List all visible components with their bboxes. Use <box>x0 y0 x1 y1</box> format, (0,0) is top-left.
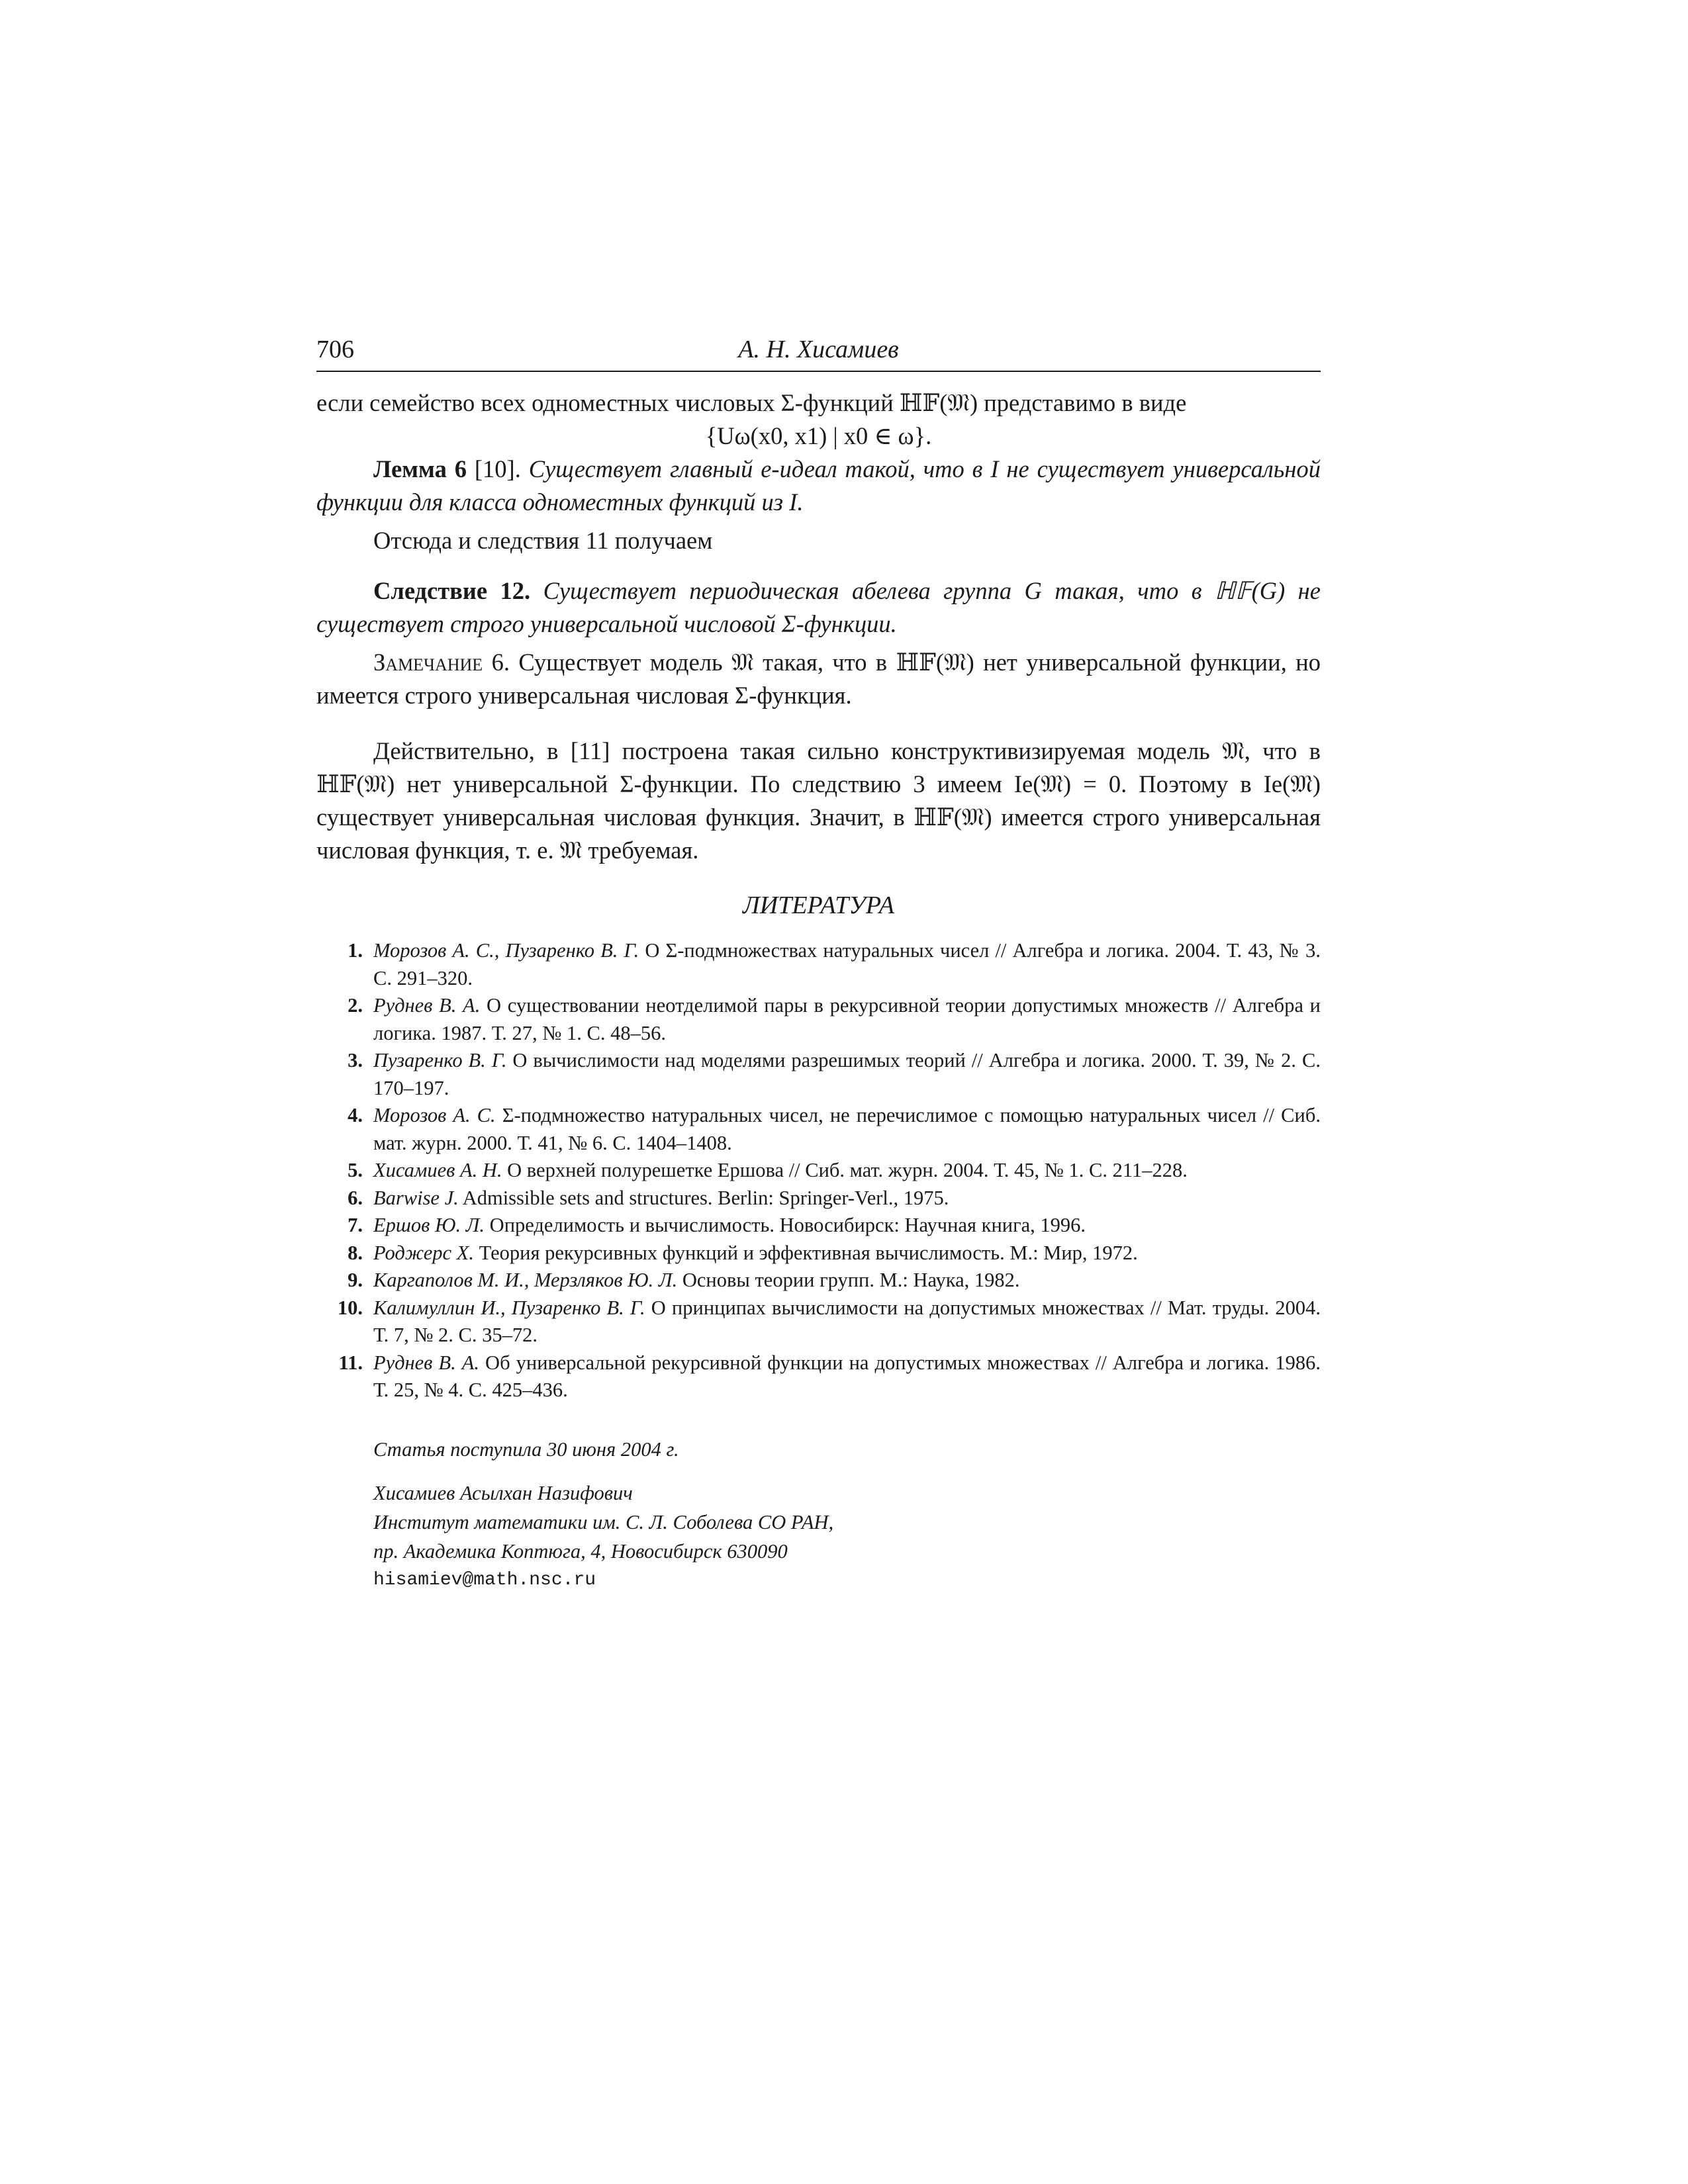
page-number: 706 <box>316 336 354 363</box>
reference-authors: Хисамиев А. Н. <box>373 1159 502 1181</box>
reference-item <box>316 1267 1321 1295</box>
reference-number: 3. <box>348 1049 363 1071</box>
reference-item <box>316 1295 1321 1349</box>
reference-item <box>316 1047 1321 1102</box>
remark-6 <box>316 646 1321 712</box>
remark-label: Замечание 6. <box>373 649 510 676</box>
reference-authors: Руднев В. А. <box>373 994 481 1017</box>
lemma-6 <box>316 453 1321 519</box>
author-name: Хисамиев Асылхан Назифович <box>373 1481 633 1504</box>
reference-number: 10. <box>337 1296 363 1319</box>
reference-text: Об универсальной рекурсивной функции на допустимых множествах // Алгебра и логика. 1986. Т. 25, № 4. С. 425–436. <box>373 1351 1321 1401</box>
reference-number: 2. <box>348 994 363 1017</box>
reference-text: О существовании неотделимой пары в рекурсивной теории допустимых множеств // Алгебра и логика. 1987. Т. 27, № 1. С. 48–56. <box>373 994 1321 1044</box>
lemma-label: Лемма 6 <box>373 455 467 482</box>
reference-authors: Морозов А. С. <box>373 1104 496 1126</box>
corollary-label: Следствие 12. <box>373 577 531 604</box>
reference-item <box>316 1240 1321 1267</box>
reference-text: Определимость и вычислимость. Новосибирск: Научная книга, 1996. <box>485 1214 1086 1236</box>
reference-text: О верхней полурешетке Ершова // Сиб. мат. журн. 2004. Т. 45, № 1. С. 211–228. <box>502 1159 1188 1181</box>
reference-authors: Пузаренко В. Г. <box>373 1049 507 1071</box>
reference-number: 1. <box>348 939 363 962</box>
reference-number: 6. <box>348 1186 363 1209</box>
reference-number: 11. <box>338 1351 363 1374</box>
author-address: пр. Академика Коптюга, 4, Новосибирск 630090 <box>373 1539 788 1563</box>
corollary-12 <box>316 574 1321 641</box>
reference-text: Admissible sets and structures. Berlin: Springer-Verl., 1975. <box>458 1186 949 1209</box>
display-formula: {Uω(x0, x1) | x0 ∈ ω}. <box>705 422 932 449</box>
reference-authors: Каргаполов М. И., Мерзляков Ю. Л. <box>373 1269 678 1291</box>
page <box>316 331 1321 1595</box>
page-header <box>316 331 1321 372</box>
proof-paragraph: Действительно, в [11] построена такая сильно конструктивизируемая модель 𝔐, что в ℍ𝔽(𝔐) нет универсальной Σ-функции. По следствию 3 имеем Ie(𝔐) = 0. Поэтому в Ie(𝔐) существует универсальная числовая функция. Значит, в ℍ𝔽(𝔐) имеется строго универсальная числовая функция, т. е. 𝔐 требуемая. <box>316 737 1321 864</box>
reference-authors: Barwise J. <box>373 1186 459 1209</box>
intro-paragraph: если семейство всех одноместных числовых Σ-функций ℍ𝔽(𝔐) представимо в виде <box>316 389 1187 416</box>
reference-authors: Роджерс Х. <box>373 1241 474 1264</box>
lemma-text: Существует главный e-идеал такой, что в I не существует универсальной функции для класса одноместных функций из I. <box>316 455 1321 516</box>
reference-item <box>316 1102 1321 1157</box>
received-date: Статья поступила 30 июня 2004 г. <box>373 1437 679 1461</box>
transition-paragraph: Отсюда и следствия 11 получаем <box>373 527 713 554</box>
reference-item <box>316 1185 1321 1212</box>
reference-authors: Морозов А. С., Пузаренко В. Г. <box>373 939 639 962</box>
lemma-citation: [10]. <box>467 455 529 482</box>
reference-authors: Руднев В. А. <box>373 1351 480 1374</box>
main-text <box>316 387 1321 867</box>
reference-item <box>316 1157 1321 1185</box>
reference-item <box>316 937 1321 992</box>
reference-text: Σ-подмножество натуральных чисел, не перечислимое с помощью натуральных чисел // Сиб. мат. журн. 2000. Т. 41, № 6. С. 1404–1408. <box>373 1104 1321 1154</box>
corollary-text: Существует периодическая абелева группа G такая, что в ℍ𝔽(G) не существует строго универсальной числовой Σ-функции. <box>316 577 1321 637</box>
reference-number: 9. <box>348 1269 363 1291</box>
reference-text: Теория рекурсивных функций и эффективная вычислимость. М.: Мир, 1972. <box>473 1241 1138 1264</box>
reference-number: 4. <box>348 1104 363 1126</box>
remark-text: Существует модель 𝔐 такая, что в ℍ𝔽(𝔐) нет универсальной функции, но имеется строго универсальная числовая Σ-функция. <box>316 649 1321 709</box>
reference-number: 7. <box>348 1214 363 1236</box>
reference-text: Основы теории групп. М.: Наука, 1982. <box>677 1269 1020 1291</box>
article-footer <box>316 1435 1321 1595</box>
reference-list <box>316 937 1321 1404</box>
author-affiliation: Институт математики им. С. Л. Соболева СО РАН, <box>373 1510 834 1533</box>
reference-text: О вычислимости над моделями разрешимых теорий // Алгебра и логика. 2000. Т. 39, № 2. С. 170–197. <box>373 1049 1321 1099</box>
reference-authors: Ершов Ю. Л. <box>373 1214 485 1236</box>
author-email[interactable]: hisamiev@math.nsc.ru <box>373 1569 596 1590</box>
references-title: ЛИТЕРАТУРА <box>743 891 894 919</box>
reference-item <box>316 1212 1321 1240</box>
reference-item <box>316 992 1321 1047</box>
reference-text: О Σ-подмножествах натуральных чисел // Алгебра и логика. 2004. Т. 43, № 3. С. 291–320. <box>373 939 1321 989</box>
reference-authors: Калимуллин И., Пузаренко В. Г. <box>373 1296 645 1319</box>
reference-number: 8. <box>348 1241 363 1264</box>
reference-number: 5. <box>348 1159 363 1181</box>
reference-text: О принципах вычислимости на допустимых множествах // Мат. труды. 2004. Т. 7, № 2. С. 35–72. <box>373 1296 1321 1346</box>
reference-item <box>316 1349 1321 1404</box>
running-head: А. Н. Хисамиев <box>738 336 899 363</box>
